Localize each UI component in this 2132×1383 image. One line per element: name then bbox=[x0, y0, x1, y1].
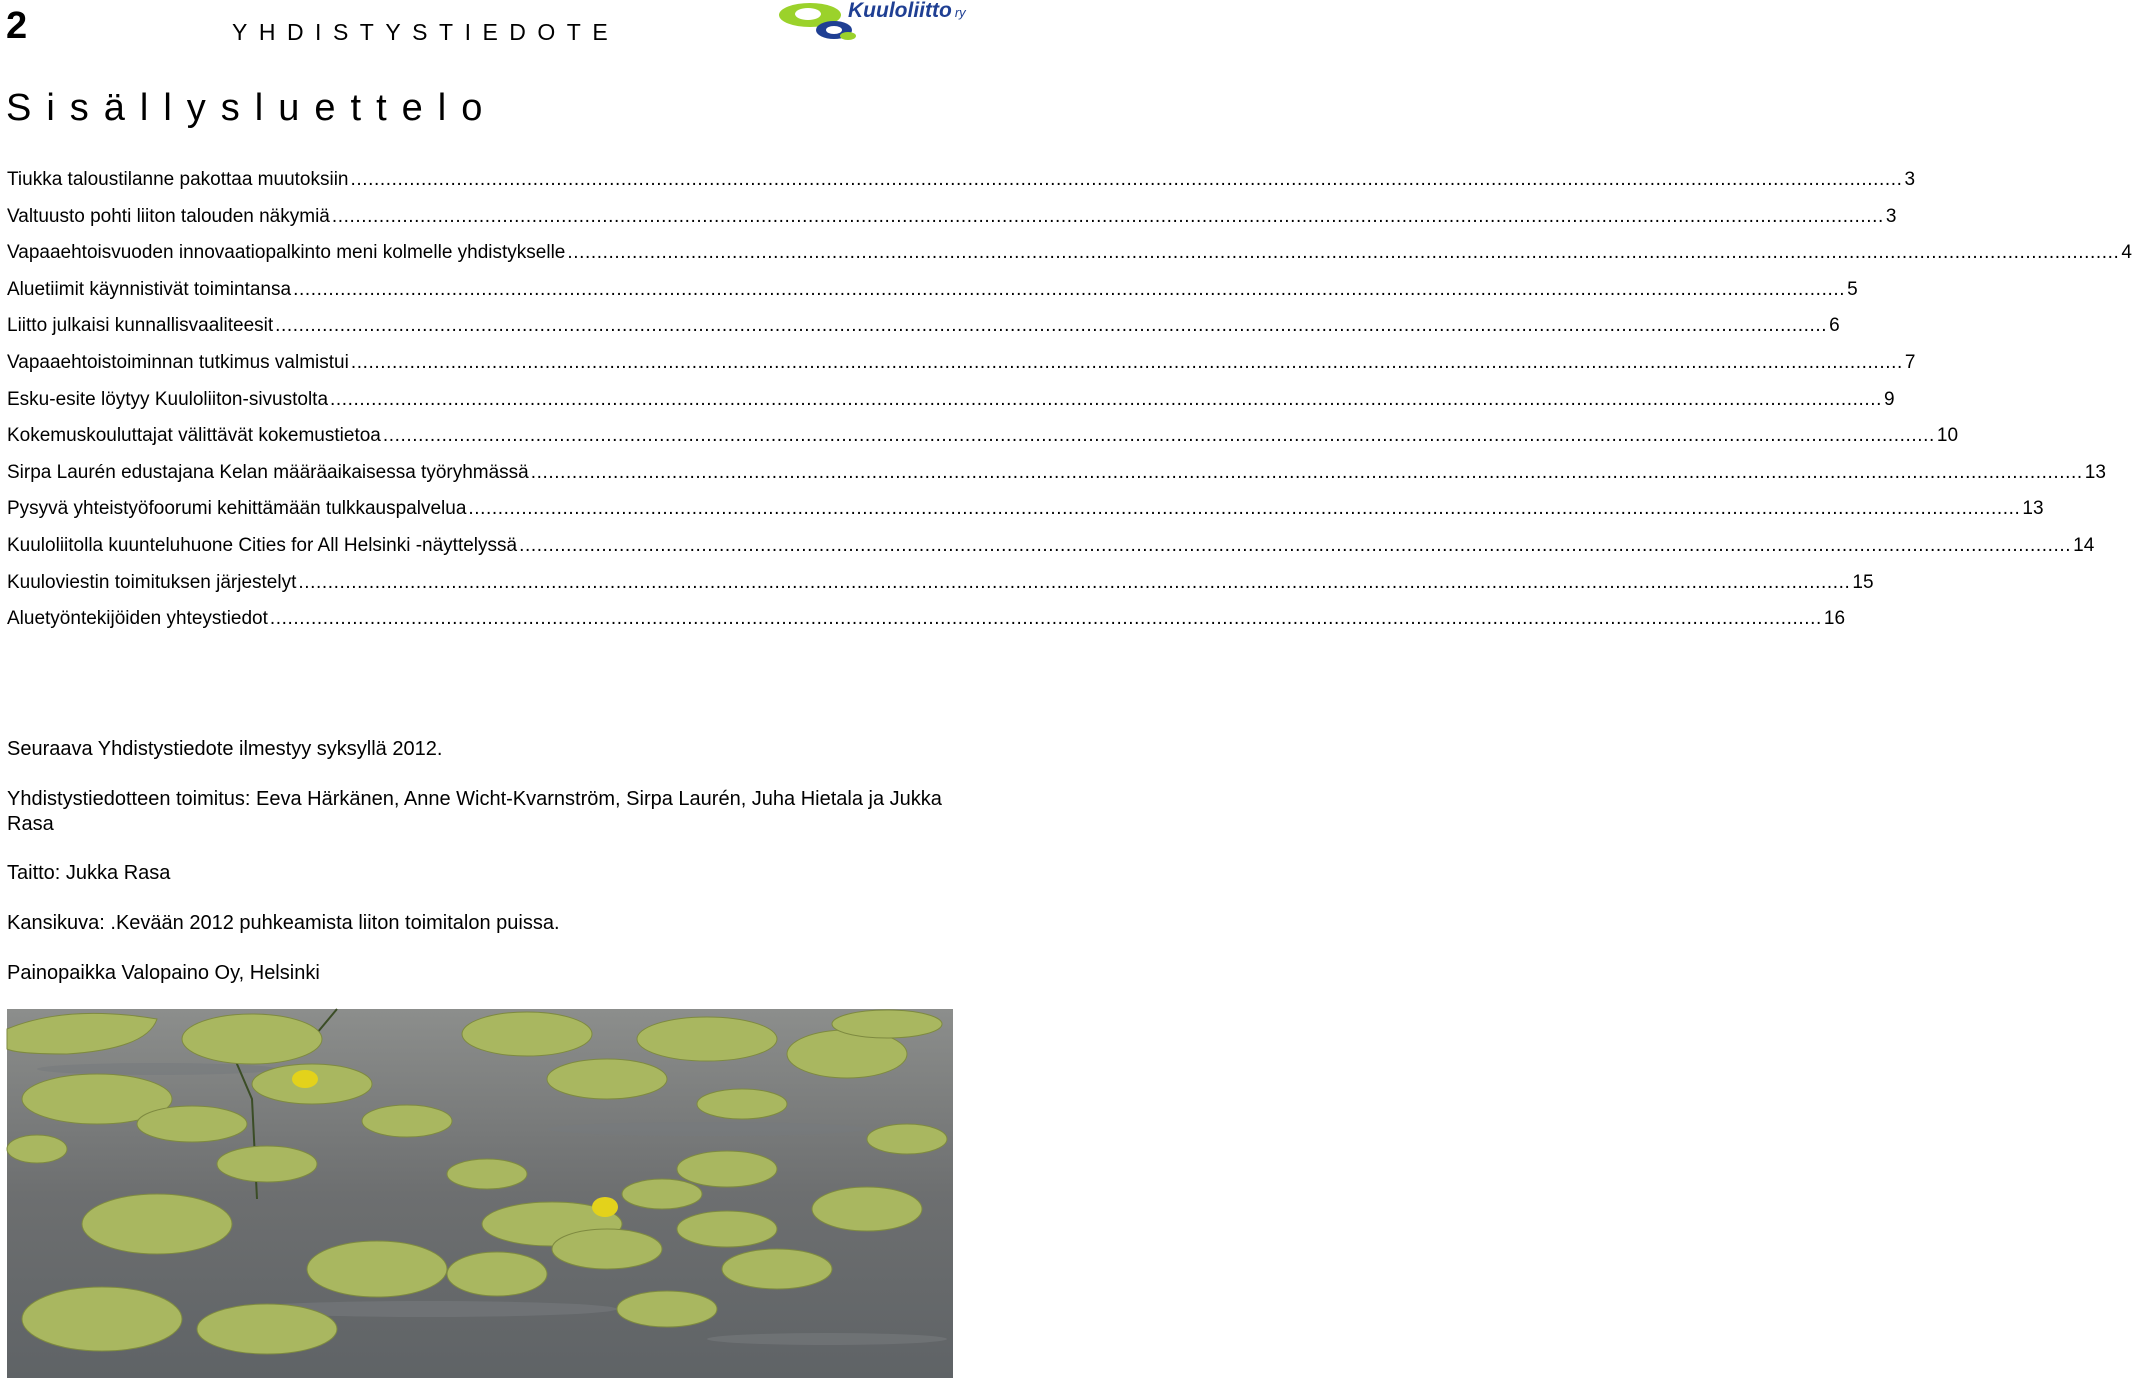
toc-item bbox=[7, 491, 2044, 528]
toc-item-page: 7 bbox=[1904, 351, 1916, 373]
page-number: 2 bbox=[6, 5, 28, 47]
cover-photo-water-lilies bbox=[7, 1009, 953, 1378]
toc-item-page: 15 bbox=[1852, 571, 1874, 593]
toc-item-page: 13 bbox=[2022, 498, 2044, 520]
kuuloliitto-logo bbox=[778, 0, 966, 42]
toc-item-title: Liitto julkaisi kunnallisvaaliteesit bbox=[7, 315, 274, 337]
toc-item-page: 4 bbox=[2121, 242, 2132, 264]
toc-dot-leader bbox=[351, 162, 1903, 199]
toc-item-title: Esku-esite löytyy Kuuloliiton-sivustolta bbox=[7, 388, 329, 410]
toc-dot-leader bbox=[567, 235, 2119, 272]
toc-dot-leader bbox=[383, 418, 1935, 455]
toc-item bbox=[7, 565, 1874, 602]
toc-item-title: Aluetiimit käynnistivät toimintansa bbox=[7, 278, 292, 300]
toc-item-title: Kokemuskouluttajat välittävät kokemustietoa bbox=[7, 425, 381, 447]
next-issue-note: Seuraava Yhdistystiedote ilmestyy syksyllä 2012. bbox=[7, 738, 443, 760]
toc-item-page: 10 bbox=[1936, 425, 1959, 447]
toc-item-title: Pysyvä yhteistyöfoorumi kehittämään tulkkauspalvelua bbox=[7, 498, 467, 520]
toc-item-page: 14 bbox=[2073, 534, 2095, 556]
toc-item-title: Aluetyöntekijöiden yhteystiedot bbox=[7, 608, 268, 630]
toc-item-page: 3 bbox=[1885, 205, 1897, 227]
toc-dot-leader bbox=[351, 345, 1903, 382]
toc-item-title: Vapaaehtoistoiminnan tutkimus valmistui bbox=[7, 351, 349, 373]
toc-item-page: 9 bbox=[1884, 388, 1895, 410]
toc-item-title: Tiukka taloustilanne pakottaa muutoksiin bbox=[7, 169, 349, 190]
toc-item-page: 3 bbox=[1904, 169, 1916, 190]
logo-text: Kuuloliitto ry bbox=[848, 0, 966, 22]
toc-dot-leader bbox=[468, 491, 2020, 528]
toc-item bbox=[7, 382, 1895, 419]
header-title: YHDISTYSTIEDOTE bbox=[232, 19, 620, 45]
toc-dot-leader bbox=[531, 455, 2083, 492]
table-of-contents bbox=[7, 162, 2132, 638]
toc-item-page: 6 bbox=[1829, 315, 1840, 337]
toc-item bbox=[7, 272, 1858, 309]
cover-caption: Kansikuva: .Kevään 2012 puhkeamista liiton toimitalon puissa. bbox=[7, 912, 560, 934]
toc-item bbox=[7, 345, 1916, 382]
toc-item-title: Valtuusto pohti liiton talouden näkymiä bbox=[7, 205, 330, 227]
toc-dot-leader bbox=[270, 601, 1822, 638]
toc-dot-leader bbox=[519, 528, 2071, 565]
logo-mark-icon bbox=[778, 0, 858, 42]
toc-dot-leader bbox=[298, 565, 1850, 602]
toc-item-title: Sirpa Laurén edustajana Kelan määräaikaisessa työryhmässä bbox=[7, 461, 529, 483]
toc-dot-leader bbox=[293, 272, 1845, 309]
toc-item bbox=[7, 199, 1897, 236]
toc-item bbox=[7, 162, 1916, 199]
toc-item-page: 5 bbox=[1847, 278, 1858, 300]
toc-heading: Sisällysluettelo bbox=[6, 87, 498, 129]
toc-item-title: Kuuloviestin toimituksen järjestelyt bbox=[7, 571, 297, 593]
toc-item bbox=[7, 601, 1846, 638]
toc-item-title: Kuuloliitolla kuunteluhuone Cities for All Helsinki -näyttelyssä bbox=[7, 534, 518, 556]
toc-item bbox=[7, 418, 1959, 455]
toc-dot-leader bbox=[330, 382, 1882, 419]
toc-item bbox=[7, 308, 1840, 345]
toc-item-page: 13 bbox=[2084, 461, 2106, 483]
toc-item bbox=[7, 528, 2095, 565]
toc-item-page: 16 bbox=[1823, 608, 1846, 630]
editors-note: Yhdistystiedotteen toimitus: Eeva Härkänen, Anne Wicht-Kvarnström, Sirpa Laurén, Juha Hietala ja Jukka Rasa bbox=[7, 788, 942, 835]
toc-item bbox=[7, 455, 2106, 492]
layout-credit: Taitto: Jukka Rasa bbox=[7, 862, 171, 884]
water-lily-photo bbox=[7, 1009, 953, 1378]
toc-item-title: Vapaaehtoisvuoden innovaatiopalkinto meni kolmelle yhdistykselle bbox=[7, 242, 566, 264]
printer-credit: Painopaikka Valopaino Oy, Helsinki bbox=[7, 962, 320, 984]
toc-dot-leader bbox=[332, 199, 1884, 236]
toc-dot-leader bbox=[275, 308, 1827, 345]
toc-item bbox=[7, 235, 2132, 272]
